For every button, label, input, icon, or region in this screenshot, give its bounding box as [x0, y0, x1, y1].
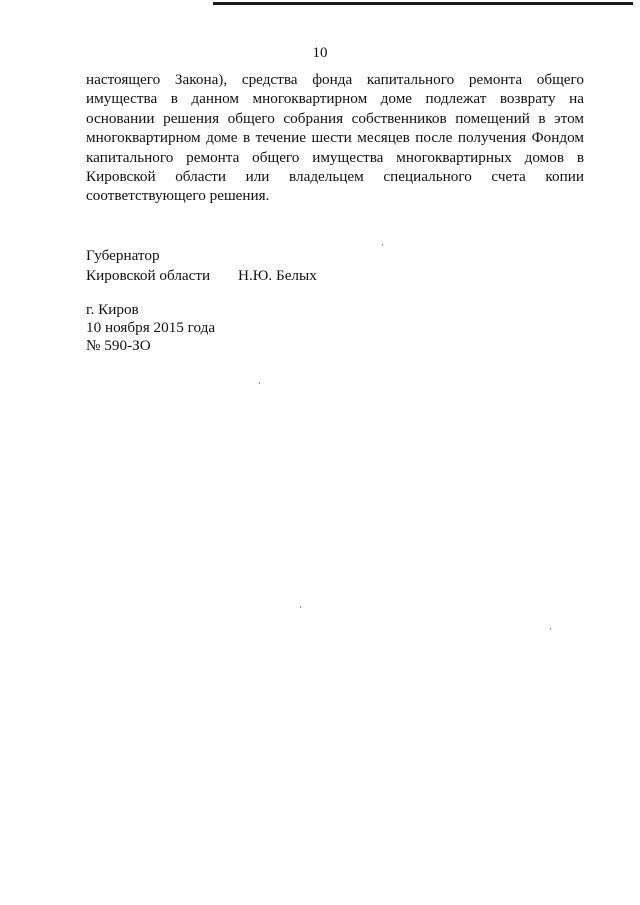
scan-speck: [382, 244, 383, 246]
document-number: № 590-ЗО: [86, 336, 151, 354]
scan-speck: [550, 628, 551, 630]
body-line-2: имущества в данном многоквартирном доме подлежат возврату на: [86, 90, 584, 108]
place-date-block: [86, 301, 215, 354]
top-border-line: [213, 2, 633, 5]
body-line-4: многоквартирном доме в течение шести месяцев после получения Фондом: [86, 129, 584, 147]
body-line-5: капитального ремонта общего имущества многоквартирных домов в: [86, 148, 584, 166]
body-paragraph: [86, 70, 584, 206]
body-line-6: Кировской области или владельцем специального счета копии: [86, 167, 584, 185]
signer-name: Н.Ю. Белых: [238, 266, 317, 284]
signer-position-line2: Кировской области: [86, 266, 211, 284]
scan-speck: [300, 606, 301, 608]
document-date: 10 ноября 2015 года: [86, 318, 216, 336]
body-line-1: настоящего Закона), средства фонда капитального ремонта общего: [86, 71, 584, 88]
page-number: 10: [312, 45, 328, 61]
city: г. Киров: [86, 301, 139, 318]
body-line-7: соответствующего решения.: [86, 187, 270, 205]
signer-position-line1: Губернатор: [86, 247, 160, 264]
signature-block: [86, 246, 317, 285]
scan-speck: [259, 382, 260, 384]
body-line-3: основании решения общего собрания собственников помещений в этом: [86, 109, 584, 127]
